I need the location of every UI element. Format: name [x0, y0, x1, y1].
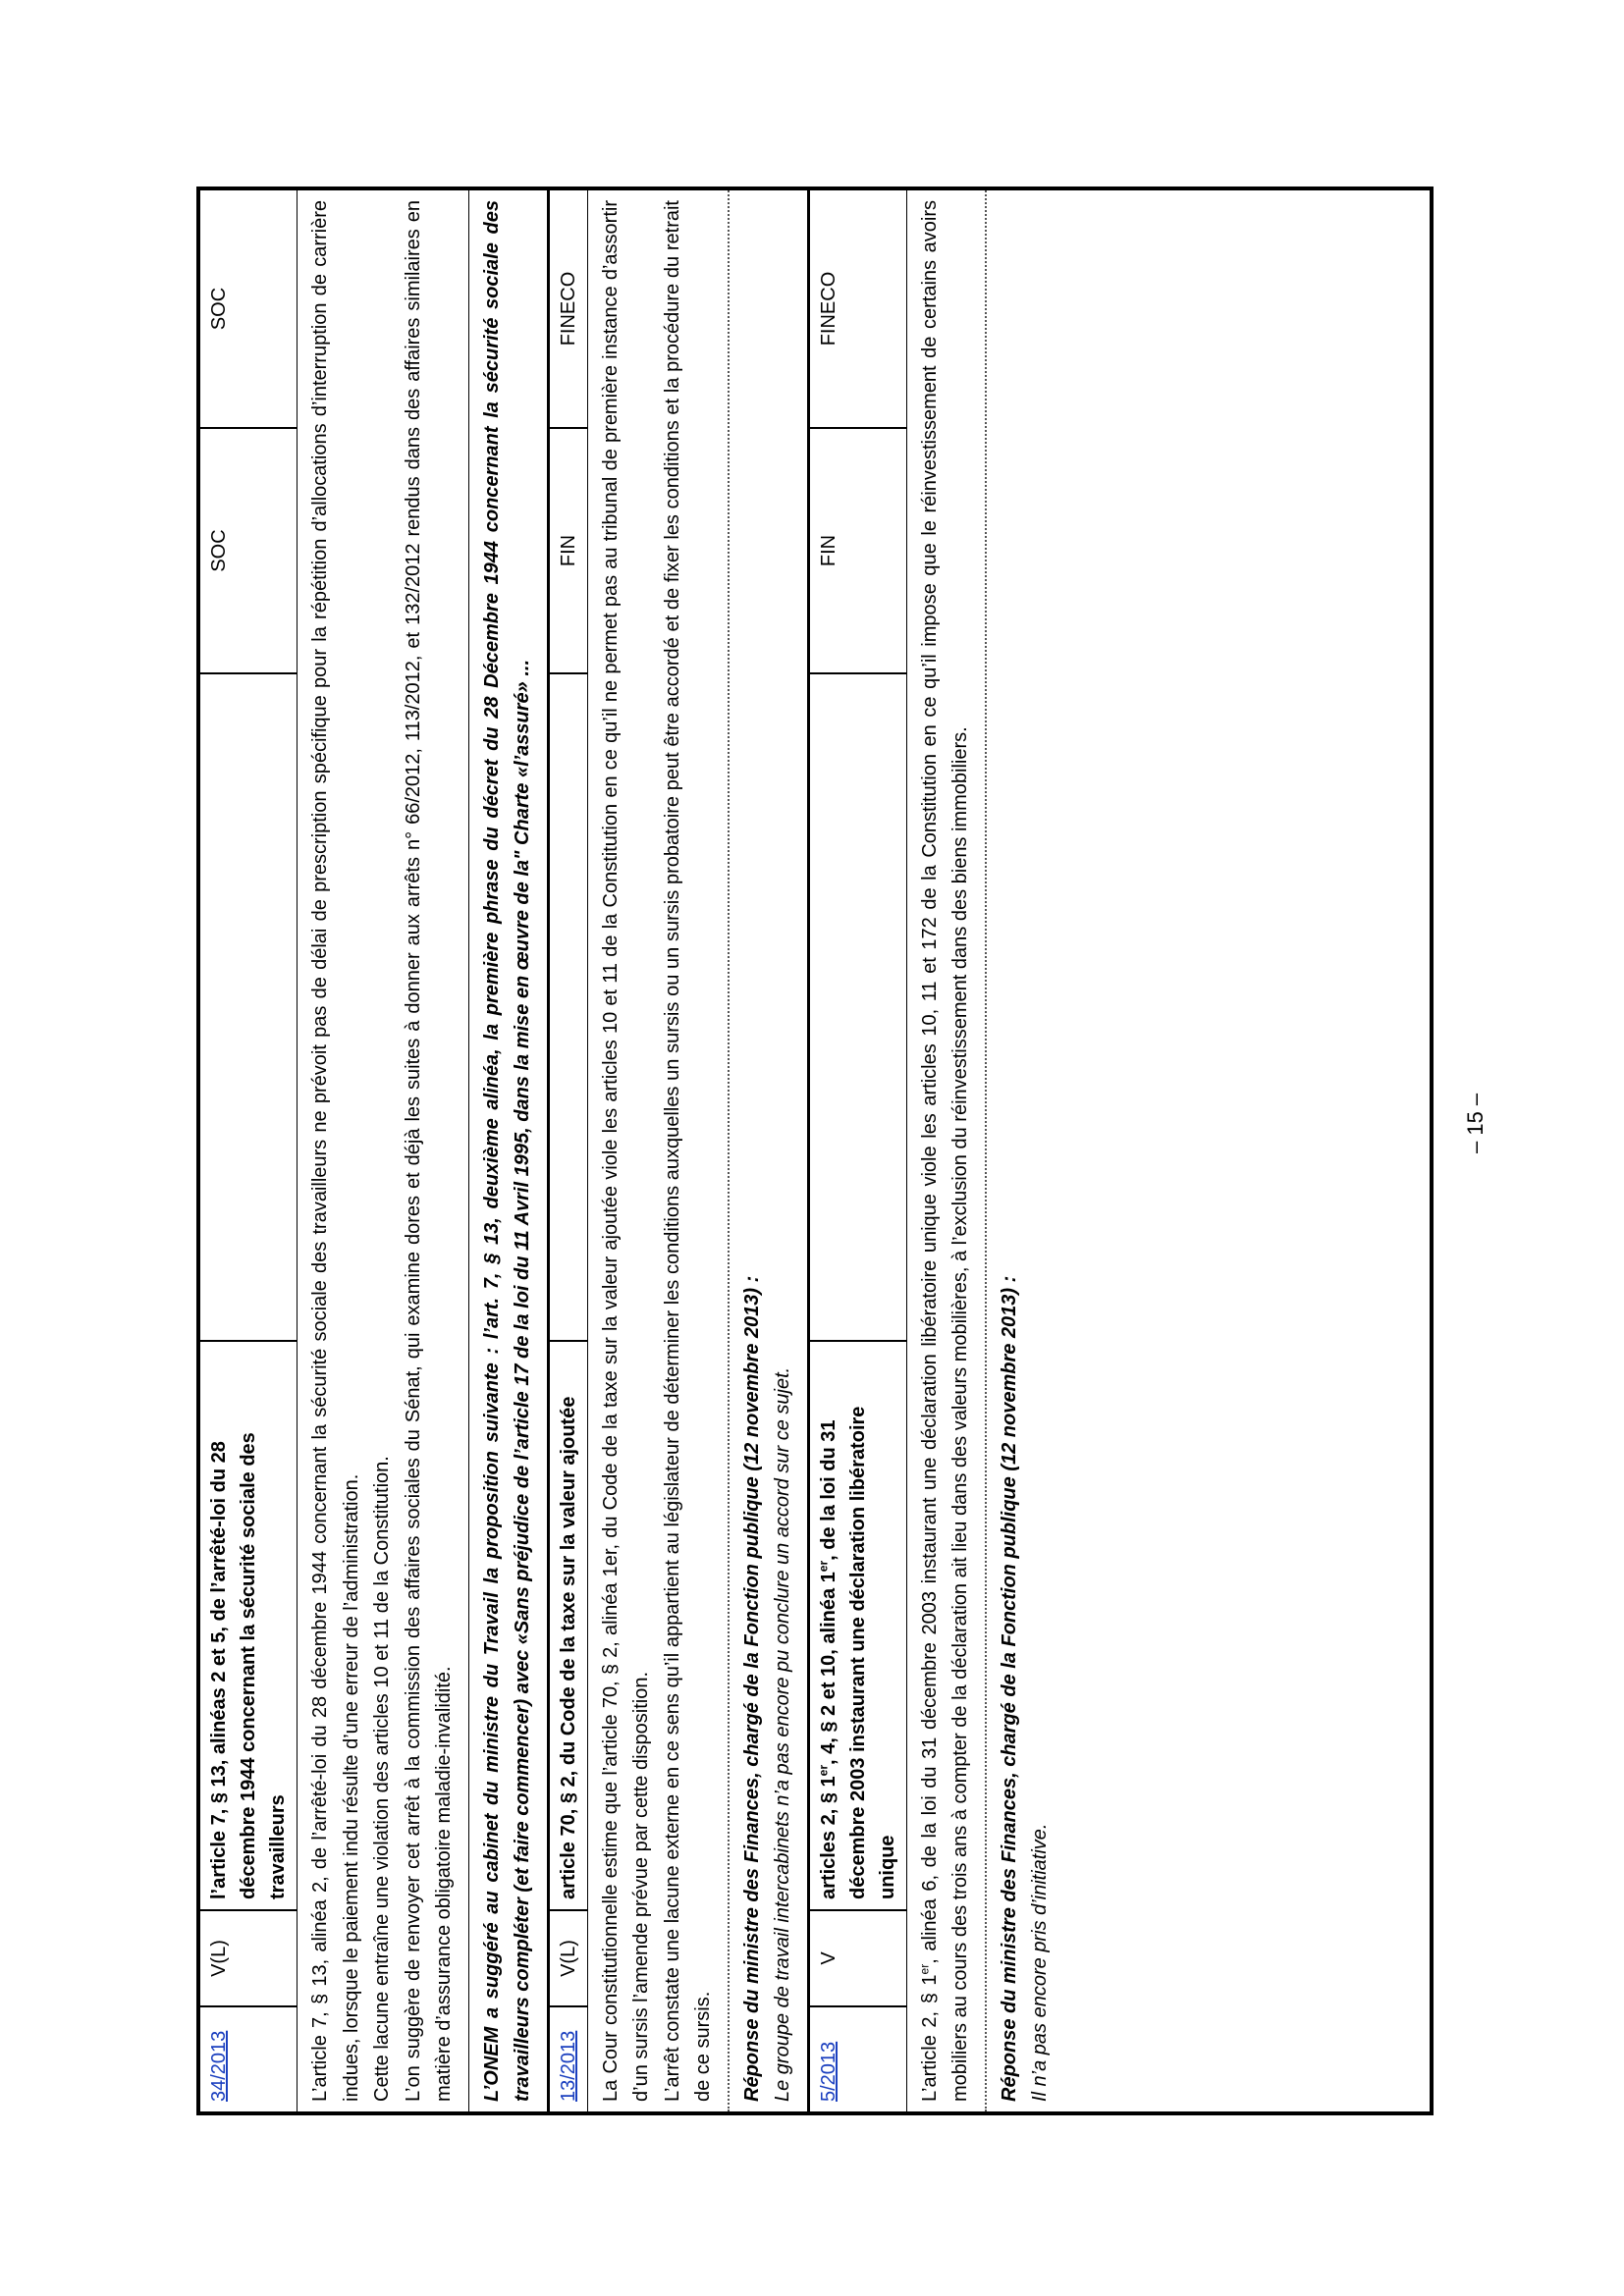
summary-paragraph: L’on suggère de renvoyer cet arrêt à la commission des affaires sociales du Sénat, qui examine dores et déjà les suites à donner aux arrêts n° 66/2012, 113/2012, et 132/2012 rendus dans des affaires similaires en matière d’assurance obligatoire maladie-invalidité. [402, 200, 455, 2102]
empty-cell [550, 672, 587, 1340]
empty-cell [810, 672, 906, 1340]
case-type: V(L) [200, 1909, 297, 2005]
table-row [550, 190, 588, 2111]
case-ref-link[interactable]: 5/2013 [810, 2005, 906, 2111]
page-number: – 15 – [1463, 1093, 1488, 1153]
case-summary [588, 190, 730, 2111]
case-summary [298, 190, 469, 2111]
case-subject: articles 2, § 1er, 4, § 2 et 10, alinéa 1er, de la loi du 31 décembre 2003 instaurant une déclaration libératoire unique [810, 1340, 906, 1909]
case-type: V(L) [550, 1909, 587, 2005]
table-row [200, 190, 298, 2111]
minister-response [730, 190, 810, 2111]
case-subject: article 70, § 2, du Code de la taxe sur la valeur ajoutée [550, 1340, 587, 1909]
case-summary [907, 190, 987, 2111]
response-title: Réponse du ministre des Finances, chargé de la Fonction publique (12 novembre 2013) : [998, 1275, 1020, 2102]
summary-paragraph: L’arrêt constate une lacune externe en ce sens qu’il appartient au législateur de déterminer les conditions auxquelles un sursis ou un sursis probatoire peut être accordé et de fixer les conditions et la procédure du retrait de ce sursis. [661, 200, 714, 2102]
response-text: Il n’a pas encore pris d’initiative. [1029, 1823, 1051, 2102]
empty-cell [200, 672, 297, 1340]
department-1: FIN [810, 427, 906, 672]
response-text: Le groupe de travail intercabinets n’a pas encore pu conclure un accord sur ce sujet. [772, 1366, 793, 2102]
case-ref-link[interactable]: 34/2013 [200, 2005, 297, 2111]
department-1: FIN [550, 427, 587, 672]
case-ref-link[interactable]: 13/2013 [550, 2005, 587, 2111]
case-type: V [810, 1909, 906, 2005]
department-1: SOC [200, 427, 297, 672]
note-text: L’ONEM a suggéré au cabinet du ministre du Travail la proposition suivante : l’art. 7, § 13, deuxième alinéa, la première phrase du décret du 28 Décembre 1944 concernant la sécurité sociale des travailleurs compléter (et faire commencer) avec «Sans préjudice de l’article 17 de la loi du 11 Avril 1995, dans la mise en œuvre de la" Charte «l’assuré» ... [480, 200, 533, 2102]
response-title: Réponse du ministre des Finances, chargé de la Fonction publique (12 novembre 2013) : [740, 1275, 763, 2102]
minister-response [987, 190, 1064, 2111]
summary-paragraph: L’article 2, § 1er, alinéa 6, de la loi du 31 décembre 2003 instaurant une déclaration libératoire unique viole les articles 10, 11 et 172 de la Constitution en ce qu’il impose que le réinvestissement de certains avoirs mobiliers au cours des trois ans à compter de la déclaration ait lieu dans des valeurs mobilières, à l’exclusion du réinvestissement dans des biens immobiliers. [916, 200, 971, 2102]
rotated-table [196, 187, 1434, 2115]
summary-paragraph: La Cour constitutionnelle estime que l’article 70, § 2, alinéa 1er, du Code de la taxe sur la valeur ajoutée viole les articles 10 et 11 de la Constitution en ce qu’il ne permet pas au tribunal de première instance d’assortir d’un sursis l’amende prévue par cette disposition. [599, 200, 652, 2102]
department-2: FINECO [557, 271, 579, 347]
summary-paragraph: Cette lacune entraîne une violation des articles 10 et 11 de la Constitution. [371, 1456, 393, 2102]
department-2: SOC [208, 287, 230, 331]
department-2: FINECO [817, 271, 839, 347]
summary-paragraph: L’article 7, § 13, alinéa 2, de l’arrêté-loi du 28 décembre 1944 concernant la sécurité sociale des travailleurs ne prévoit pas de délai de prescription spécifique pour la répétition d’allocations d’interruption de carrière indues, lorsque le paiement indu résulte d’une erreur de l’administration. [309, 200, 362, 2102]
table-row [810, 190, 907, 2111]
case-note [469, 190, 550, 2111]
case-subject: l’article 7, § 13, alinéas 2 et 5, de l’arrêté-loi du 28 décembre 1944 concernant la sécurité sociale des travailleurs [200, 1340, 297, 1909]
